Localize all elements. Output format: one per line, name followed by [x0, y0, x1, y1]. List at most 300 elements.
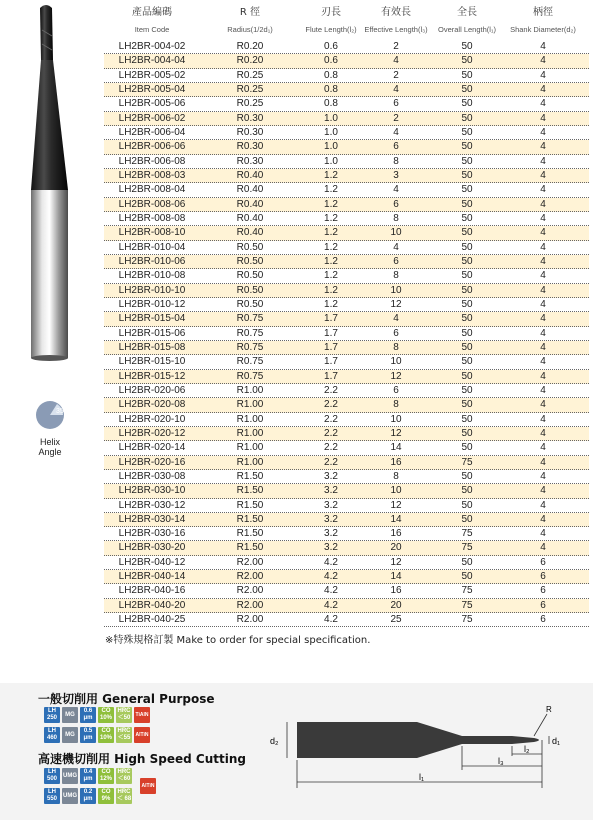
- table-cell: 3.2: [324, 513, 338, 525]
- table-cell: 1.2: [324, 255, 338, 267]
- table-cell: R1.00: [236, 413, 264, 425]
- table-cell: LH2BR-020-14: [118, 442, 186, 454]
- table-cell: 50: [461, 356, 473, 368]
- table-row: [104, 226, 589, 240]
- highspeed-line-2: [44, 788, 132, 804]
- table-cell: 12: [390, 427, 402, 439]
- table-cell: 1.2: [324, 270, 338, 282]
- table-cell: 4: [540, 227, 546, 239]
- helix-icon: [35, 400, 65, 430]
- table-cell: LH2BR-008-04: [118, 184, 186, 196]
- hrc-badge: HRC ＜55: [117, 728, 131, 741]
- table-cell: 4: [540, 126, 546, 138]
- table-cell: LH2BR-005-06: [118, 98, 186, 110]
- highspeed-coating-badge: AlTiN: [140, 778, 156, 794]
- table-row: [104, 456, 589, 470]
- grade-badge: LH 250: [44, 707, 60, 723]
- table-row: [104, 198, 589, 212]
- table-cell: 6: [393, 141, 399, 153]
- table-cell: 50: [461, 470, 473, 482]
- table-cell: 50: [461, 41, 473, 52]
- table-cell: 4: [540, 241, 546, 253]
- table-cell: 2: [393, 41, 399, 52]
- table-cell: 4: [393, 184, 399, 196]
- table-cell: LH2BR-010-04: [118, 241, 186, 253]
- header-radius: R 徑 Radius(1/2d₁): [227, 7, 273, 34]
- table-cell: 4.2: [324, 585, 338, 597]
- label-l1: l₁: [419, 772, 425, 782]
- table-row: [104, 40, 589, 54]
- table-cell: 4: [540, 413, 546, 425]
- table-cell: 75: [461, 599, 473, 611]
- table-row: [104, 584, 589, 598]
- table-cell: 50: [461, 169, 473, 181]
- special-order-note: ※特殊規格訂製 Make to order for special specification.: [105, 635, 371, 646]
- helix-angle-badge: [30, 400, 70, 457]
- grain-size-badge: 0.6 μm: [80, 707, 96, 723]
- table-cell: 4: [540, 528, 546, 540]
- table-cell: LH2BR-020-06: [118, 384, 186, 396]
- general-line-2: [44, 727, 150, 743]
- table-cell: 50: [461, 313, 473, 325]
- table-cell: 4: [540, 499, 546, 511]
- table-cell: LH2BR-040-20: [118, 599, 186, 611]
- table-cell: 4: [540, 270, 546, 282]
- table-cell: 4: [540, 442, 546, 454]
- table-cell: LH2BR-040-14: [118, 571, 186, 583]
- table-cell: 10: [390, 284, 402, 296]
- table-cell: 50: [461, 69, 473, 81]
- table-cell: 50: [461, 370, 473, 382]
- grain-badge: MG: [62, 727, 78, 743]
- table-row: [104, 599, 589, 613]
- table-cell: R2.00: [236, 599, 264, 611]
- table-cell: 16: [390, 528, 402, 540]
- table-cell: LH2BR-030-20: [118, 542, 186, 554]
- table-cell: R1.00: [236, 442, 264, 454]
- table-cell: R1.00: [236, 456, 264, 468]
- table-cell: 14: [390, 442, 402, 454]
- label-r: R: [546, 705, 552, 714]
- cobalt-badge: CO 10%: [99, 708, 112, 721]
- table-cell: LH2BR-010-08: [118, 270, 186, 282]
- table-cell: 2.2: [324, 442, 338, 454]
- table-cell: 4: [540, 456, 546, 468]
- table-cell: 50: [461, 499, 473, 511]
- table-cell: LH2BR-030-10: [118, 485, 186, 497]
- table-cell: 1.2: [324, 241, 338, 253]
- table-cell: R0.50: [236, 241, 264, 253]
- table-cell: LH2BR-010-10: [118, 284, 186, 296]
- table-row: [104, 413, 589, 427]
- table-cell: LH2BR-030-12: [118, 499, 186, 511]
- table-cell: 1.7: [324, 356, 338, 368]
- table-cell: R0.20: [236, 55, 264, 67]
- table-cell: 2.2: [324, 427, 338, 439]
- table-cell: 1.7: [324, 370, 338, 382]
- table-cell: R1.50: [236, 513, 264, 525]
- table-cell: 50: [461, 141, 473, 153]
- table-cell: 4: [540, 427, 546, 439]
- table-row: [104, 341, 589, 355]
- coating-badge: TiAlN: [134, 707, 150, 723]
- table-row: [104, 284, 589, 298]
- table-row: [104, 499, 589, 513]
- table-cell: 4: [540, 98, 546, 110]
- table-cell: 50: [461, 112, 473, 124]
- table-cell: 3.2: [324, 499, 338, 511]
- table-cell: 6: [540, 599, 546, 611]
- table-cell: 50: [461, 241, 473, 253]
- table-cell: 0.6: [324, 41, 338, 52]
- table-cell: 1.7: [324, 341, 338, 353]
- table-cell: 4: [540, 83, 546, 95]
- table-row: [104, 183, 589, 197]
- table-cell: 14: [390, 571, 402, 583]
- header-overall-length: 全長 Overall Length(l₁): [438, 7, 496, 34]
- table-cell: R0.30: [236, 126, 264, 138]
- table-row: [104, 541, 589, 555]
- table-cell: 4.2: [324, 556, 338, 568]
- table-cell: LH2BR-006-08: [118, 155, 186, 167]
- table-cell: LH2BR-015-10: [118, 356, 186, 368]
- table-cell: 3: [393, 169, 399, 181]
- table-cell: 10: [390, 227, 402, 239]
- table-cell: LH2BR-008-08: [118, 212, 186, 224]
- table-cell: 0.8: [324, 83, 338, 95]
- table-row: [104, 355, 589, 369]
- table-cell: 50: [461, 83, 473, 95]
- table-cell: 3.2: [324, 542, 338, 554]
- tool-dimension-diagram: [262, 700, 592, 815]
- table-cell: 6: [393, 327, 399, 339]
- table-cell: LH2BR-040-16: [118, 585, 186, 597]
- table-cell: R0.50: [236, 298, 264, 310]
- table-cell: R1.00: [236, 427, 264, 439]
- table-cell: 4: [540, 155, 546, 167]
- table-cell: 2.2: [324, 456, 338, 468]
- table-cell: 1.2: [324, 212, 338, 224]
- table-cell: 50: [461, 198, 473, 210]
- table-cell: 50: [461, 255, 473, 267]
- table-cell: 6: [393, 255, 399, 267]
- table-cell: R1.00: [236, 399, 264, 411]
- table-cell: 50: [461, 556, 473, 568]
- table-cell: R0.40: [236, 212, 264, 224]
- table-cell: 50: [461, 513, 473, 525]
- coating-badge: AlTiN: [134, 727, 150, 743]
- table-cell: 50: [461, 270, 473, 282]
- table-row: [104, 398, 589, 412]
- grade-badge: LH 500: [44, 768, 60, 784]
- table-cell: 75: [461, 456, 473, 468]
- table-cell: LH2BR-008-06: [118, 198, 186, 210]
- table-cell: LH2BR-020-10: [118, 413, 186, 425]
- table-cell: 50: [461, 126, 473, 138]
- table-cell: 4: [540, 55, 546, 67]
- table-cell: 4: [540, 41, 546, 52]
- table-cell: R0.40: [236, 184, 264, 196]
- general-line-1: [44, 707, 150, 723]
- table-row: [104, 327, 589, 341]
- table-row: [104, 513, 589, 527]
- table-cell: LH2BR-015-08: [118, 341, 186, 353]
- table-cell: 4: [540, 542, 546, 554]
- table-cell: 50: [461, 485, 473, 497]
- table-row: [104, 255, 589, 269]
- table-cell: 0.8: [324, 98, 338, 110]
- table-cell: 4: [540, 184, 546, 196]
- table-cell: R0.40: [236, 169, 264, 181]
- table-cell: 4: [540, 341, 546, 353]
- table-cell: 4: [393, 55, 399, 67]
- table-cell: 1.2: [324, 298, 338, 310]
- helix-angle-value: 35°: [56, 408, 67, 415]
- table-cell: R2.00: [236, 585, 264, 597]
- table-cell: 2.2: [324, 399, 338, 411]
- table-cell: 12: [390, 298, 402, 310]
- table-cell: 20: [390, 542, 402, 554]
- table-cell: R2.00: [236, 571, 264, 583]
- table-cell: R0.25: [236, 69, 264, 81]
- label-d1: d₁: [552, 736, 561, 746]
- table-cell: 3.2: [324, 470, 338, 482]
- table-cell: LH2BR-040-12: [118, 556, 186, 568]
- table-row: [104, 155, 589, 169]
- table-cell: 50: [461, 341, 473, 353]
- table-cell: 50: [461, 184, 473, 196]
- table-cell: R0.50: [236, 284, 264, 296]
- table-cell: LH2BR-020-08: [118, 399, 186, 411]
- table-cell: 2: [393, 112, 399, 124]
- table-header: [104, 6, 589, 38]
- grain-badge: MG: [62, 707, 78, 723]
- table-row: [104, 169, 589, 183]
- table-cell: R0.30: [236, 112, 264, 124]
- table-row: [104, 384, 589, 398]
- table-row: [104, 298, 589, 312]
- table-cell: LH2BR-008-03: [118, 169, 186, 181]
- table-cell: R0.50: [236, 270, 264, 282]
- table-cell: LH2BR-004-04: [118, 55, 186, 67]
- table-cell: 0.6: [324, 55, 338, 67]
- table-cell: 3.2: [324, 528, 338, 540]
- table-cell: 8: [393, 155, 399, 167]
- table-cell: LH2BR-030-16: [118, 528, 186, 540]
- table-cell: 6: [540, 571, 546, 583]
- table-cell: 50: [461, 55, 473, 67]
- label-l2: l₂: [524, 744, 530, 754]
- table-cell: 1.0: [324, 141, 338, 153]
- table-cell: 50: [461, 413, 473, 425]
- table-cell: LH2BR-004-02: [118, 41, 186, 52]
- table-cell: 1.2: [324, 184, 338, 196]
- table-cell: 4: [540, 356, 546, 368]
- table-cell: 8: [393, 212, 399, 224]
- table-row: [104, 370, 589, 384]
- table-row: [104, 527, 589, 541]
- table-cell: LH2BR-040-25: [118, 614, 186, 626]
- table-cell: 10: [390, 413, 402, 425]
- end-mill-image: [0, 0, 100, 370]
- table-cell: 16: [390, 456, 402, 468]
- table-cell: 75: [461, 585, 473, 597]
- table-cell: R0.30: [236, 141, 264, 153]
- table-row: [104, 112, 589, 126]
- hrc-badge: HRC ＜60: [117, 769, 131, 782]
- table-row: [104, 69, 589, 83]
- table-cell: 4: [540, 298, 546, 310]
- table-cell: 4.2: [324, 599, 338, 611]
- hrc-badge: HRC ＜50: [117, 708, 131, 721]
- grain-size-badge: 0.2 μm: [80, 788, 96, 804]
- table-cell: LH2BR-010-06: [118, 255, 186, 267]
- table-cell: 4: [393, 83, 399, 95]
- table-cell: 4: [540, 112, 546, 124]
- table-row: [104, 126, 589, 140]
- table-row: [104, 484, 589, 498]
- table-cell: 4: [540, 313, 546, 325]
- table-cell: 6: [393, 198, 399, 210]
- table-cell: R0.40: [236, 227, 264, 239]
- table-row: [104, 241, 589, 255]
- spec-table: [104, 40, 589, 627]
- table-cell: 6: [540, 614, 546, 626]
- helix-label-2: Angle: [38, 447, 62, 457]
- table-row: [104, 140, 589, 154]
- table-cell: R0.30: [236, 155, 264, 167]
- helix-label-1: Helix: [39, 437, 60, 447]
- table-cell: R1.50: [236, 542, 264, 554]
- table-row: [104, 427, 589, 441]
- table-cell: R1.50: [236, 470, 264, 482]
- table-cell: 50: [461, 442, 473, 454]
- table-cell: 50: [461, 298, 473, 310]
- table-cell: R0.75: [236, 327, 264, 339]
- table-cell: 12: [390, 556, 402, 568]
- header-effective-length: 有效長 Effective Length(l₃): [364, 7, 428, 34]
- grade-badge: LH 550: [44, 788, 60, 804]
- table-cell: 4.2: [324, 571, 338, 583]
- table-row: [104, 312, 589, 326]
- table-cell: R2.00: [236, 614, 264, 626]
- table-cell: 12: [390, 499, 402, 511]
- header-shank-diameter: 柄徑 Shank Diameter(d₂): [510, 7, 576, 34]
- table-cell: 4: [540, 470, 546, 482]
- grain-size-badge: 0.5 μm: [80, 727, 96, 743]
- cobalt-badge: CO 12%: [99, 769, 112, 782]
- table-cell: 8: [393, 341, 399, 353]
- table-cell: 12: [390, 370, 402, 382]
- table-cell: 4: [393, 313, 399, 325]
- table-cell: 4: [540, 370, 546, 382]
- table-cell: 50: [461, 212, 473, 224]
- table-cell: R0.75: [236, 370, 264, 382]
- cobalt-badge: CO 9%: [98, 788, 114, 804]
- table-cell: 20: [390, 599, 402, 611]
- table-cell: LH2BR-005-02: [118, 69, 186, 81]
- table-cell: R1.50: [236, 528, 264, 540]
- grain-badge: UMG: [62, 768, 78, 784]
- table-cell: R0.25: [236, 83, 264, 95]
- table-cell: 4.2: [324, 614, 338, 626]
- table-row: [104, 556, 589, 570]
- hrc-badge: HRC ＜ 68: [116, 789, 132, 802]
- highspeed-line-1: [44, 768, 132, 784]
- grain-size-badge: 0.4 μm: [80, 768, 96, 784]
- header-item-code: 產品編碼 Item Code: [132, 7, 172, 34]
- table-cell: 3.2: [324, 485, 338, 497]
- table-cell: 4: [540, 513, 546, 525]
- table-cell: 1.2: [324, 198, 338, 210]
- table-cell: LH2BR-006-06: [118, 141, 186, 153]
- table-cell: 4: [540, 169, 546, 181]
- table-cell: LH2BR-005-04: [118, 83, 186, 95]
- table-cell: R1.00: [236, 384, 264, 396]
- table-cell: 4: [540, 141, 546, 153]
- table-cell: R0.75: [236, 341, 264, 353]
- table-row: [104, 613, 589, 627]
- table-cell: LH2BR-006-02: [118, 112, 186, 124]
- table-cell: 50: [461, 571, 473, 583]
- table-cell: 1.7: [324, 313, 338, 325]
- table-cell: 14: [390, 513, 402, 525]
- table-cell: 50: [461, 284, 473, 296]
- table-cell: R1.50: [236, 485, 264, 497]
- table-cell: 4: [540, 485, 546, 497]
- table-cell: 8: [393, 270, 399, 282]
- table-cell: LH2BR-020-16: [118, 456, 186, 468]
- table-cell: R0.75: [236, 356, 264, 368]
- table-cell: 2: [393, 69, 399, 81]
- table-cell: 75: [461, 542, 473, 554]
- table-cell: 50: [461, 399, 473, 411]
- table-cell: 0.8: [324, 69, 338, 81]
- table-cell: R0.25: [236, 98, 264, 110]
- table-cell: LH2BR-020-12: [118, 427, 186, 439]
- table-cell: 4: [393, 126, 399, 138]
- general-purpose-title: 一般切削用 General Purpose: [38, 692, 215, 706]
- table-cell: LH2BR-010-12: [118, 298, 186, 310]
- table-cell: 4: [540, 284, 546, 296]
- table-cell: 4: [393, 241, 399, 253]
- table-cell: 6: [393, 384, 399, 396]
- table-cell: R0.75: [236, 313, 264, 325]
- grade-badge: LH 460: [44, 727, 60, 743]
- table-cell: LH2BR-015-12: [118, 370, 186, 382]
- table-cell: 50: [461, 327, 473, 339]
- table-cell: LH2BR-015-04: [118, 313, 186, 325]
- table-cell: LH2BR-015-06: [118, 327, 186, 339]
- table-cell: 8: [393, 470, 399, 482]
- table-cell: LH2BR-006-04: [118, 126, 186, 138]
- label-d2: d₂: [270, 736, 279, 746]
- table-cell: R0.20: [236, 41, 264, 52]
- table-row: [104, 269, 589, 283]
- cobalt-badge: CO 10%: [99, 728, 112, 741]
- table-row: [104, 97, 589, 111]
- table-cell: LH2BR-030-14: [118, 513, 186, 525]
- table-cell: 1.2: [324, 227, 338, 239]
- table-cell: 10: [390, 356, 402, 368]
- table-cell: 6: [540, 585, 546, 597]
- table-cell: 4: [540, 255, 546, 267]
- table-cell: 50: [461, 227, 473, 239]
- table-cell: 6: [540, 556, 546, 568]
- table-row: [104, 441, 589, 455]
- table-cell: 4: [540, 327, 546, 339]
- table-cell: 1.7: [324, 327, 338, 339]
